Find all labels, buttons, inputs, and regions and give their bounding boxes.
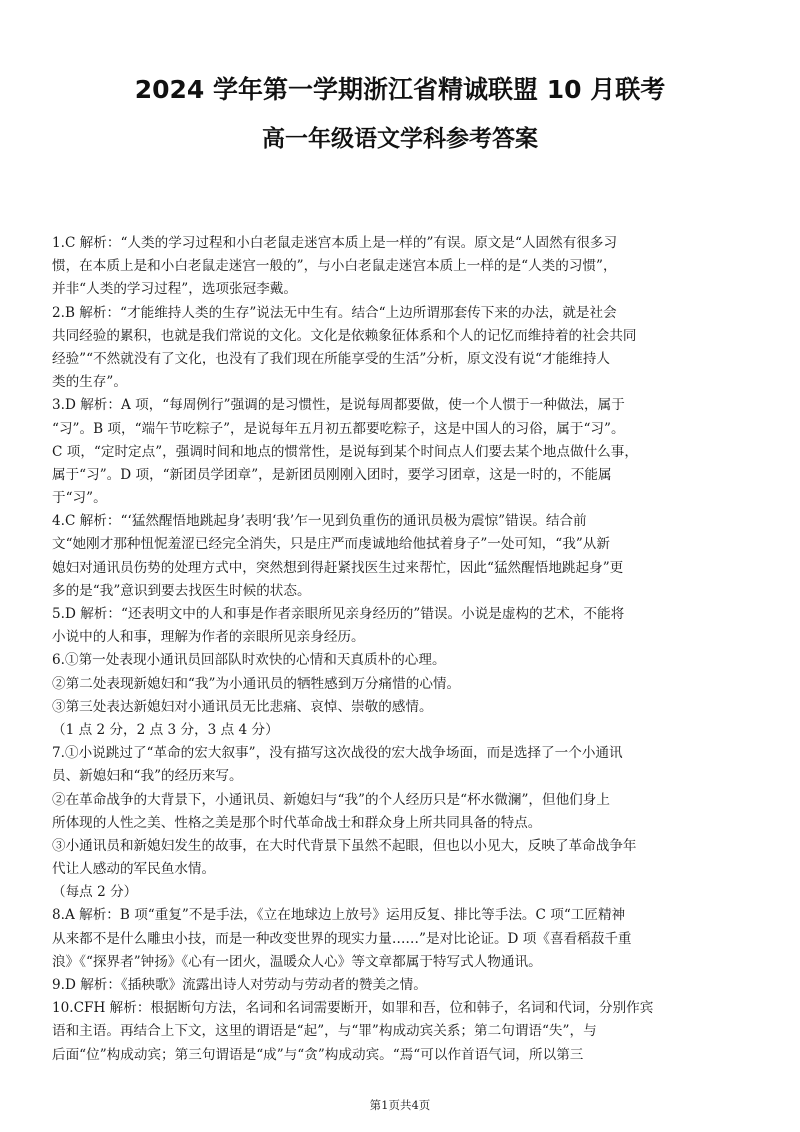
text-line: 并非“人类的学习过程”，选项张冠李戴。 <box>52 281 297 298</box>
text-line: 4.C 解析：“‘猛然醒悟地跳起身’表明‘我’乍一见到负重伤的通讯员极为震惊”错误。结合前 <box>52 513 587 530</box>
text-line: 2.B 解析：“才能维持人类的生存”说法无中生有。结合“上边所谓那套传下来的办法，就是社会 <box>52 304 617 321</box>
text-line: 10.CFH 解析：根据断句方法，名词和名词需要断开，如罪和吾，位和韩子，名词和代词，分别作宾 <box>52 1000 654 1017</box>
text-line: 8.A 解析：B 项“重复”不是手法，《立在地球边上放号》运用反复、排比等手法。C 项“工匠精神 <box>52 907 626 924</box>
text-line: 于“习”。 <box>52 490 107 507</box>
text-line: ③小通讯员和新媳妇发生的故事，在大时代背景下虽然不起眼，但也以小见大，反映了革命战争年 <box>52 837 637 854</box>
text-line: 员、新媳妇和“我”的经历来写。 <box>52 768 243 785</box>
text-line: 从来都不是什么雕虫小技，而是一种改变世界的现实力量……”是对比论证。D 项《喜看稻菽千重 <box>52 930 632 947</box>
text-line: 代让人感动的军民鱼水情。 <box>52 861 216 878</box>
text-line: 多的是“我”意识到要去找医生时候的状态。 <box>52 582 311 599</box>
text-line: 属于“习”。D 项，“新团员学团章”，是新团员刚刚入团时，要学习团章，这是一时的，不能属 <box>52 466 612 483</box>
text-line: ②在革命战争的大背景下，小通讯员、新媳妇与“我”的个人经历只是“杯水微澜”，但他们身上 <box>52 791 610 808</box>
text-line: 6.①第一处表现小通讯员回部队时欢快的心情和天真质朴的心理。 <box>52 652 446 669</box>
text-line: C 项，“定时定点”，强调时间和地点的惯常性，是说每到某个时间点人们要去某个地点做什么事， <box>52 443 638 460</box>
document-subtitle: 高一年级语文学科参考答案 <box>262 126 538 152</box>
document-title: 2024 学年第一学期浙江省精诚联盟 10 月联考 <box>134 75 666 104</box>
text-line: 浪》《“探界者”钟扬》《心有一团火，温暖众人心》等文章都属于特写式人物通讯。 <box>52 953 542 970</box>
text-line: 共同经验的累积，也就是我们常说的文化。文化是依赖象征体系和个人的记忆而维持着的社会共同 <box>52 327 637 344</box>
text-line: 5.D 解析：“还表明文中的人和事是作者亲眼所见亲身经历的”错误。小说是虚构的艺术，不能将 <box>52 606 625 622</box>
text-line: 媳妇对通讯员伤势的处理方式中，突然想到得赶紧找医生过来帮忙，因此“猛然醒悟地跳起身”更 <box>52 559 624 576</box>
text-line: ③第三处表达新媳妇对小通讯员无比悲痛、哀悼、崇敬的感情。 <box>52 698 433 715</box>
text-line: 1.C 解析：“人类的学习过程和小白老鼠走迷宫本质上是一样的”有误。原文是“人固然有很多习 <box>52 235 618 251</box>
text-line: “习”。B 项，“端午节吃粽子”，是说每年五月初五都要吃粽子，这是中国人的习俗，属于“习”。 <box>52 420 625 437</box>
text-line: ②第二处表现新媳妇和“我”为小通讯员的牺牲感到万分痛惜的心情。 <box>52 675 461 692</box>
text-line: 惯，在本质上是和小白老鼠走迷宫一般的”，与小白老鼠走迷宫本质上一样的是“人类的习惯”， <box>52 258 617 275</box>
text-line: 语和主语。再结合上下文，这里的谓语是“起”，与“罪”构成动宾关系；第二句谓语“失”，与 <box>52 1023 597 1040</box>
text-line: 经验”“不然就没有了文化，也没有了我们现在所能享受的生活”分析，原文没有说“才能维持人 <box>52 350 610 367</box>
answer-body <box>52 232 756 1067</box>
text-line: 7.①小说跳过了“革命的宏大叙事”，没有描写这次战役的宏大战争场面，而是选择了一个小通讯 <box>52 745 623 762</box>
page-number: 第1页共4页 <box>369 1098 431 1112</box>
text-line: 9.D 解析：《插秧歌》流露出诗人对劳动与劳动者的赞美之情。 <box>52 977 427 993</box>
text-line: 小说中的人和事，理解为作者的亲眼所见亲身经历。 <box>52 629 365 646</box>
text-line: （每点 2 分） <box>52 884 138 901</box>
text-line: 3.D 解析：A 项，“每周例行”强调的是习惯性，是说每周都要做，使一个人惯于一种做法，属于 <box>52 397 625 414</box>
text-line: 所体现的人性之美、性格之美是那个时代革命战士和群众身上所共同具备的特点。 <box>52 814 542 831</box>
text-line: 文“她刚才那种忸怩羞涩已经完全消失，只是庄严而虔诚地给他拭着身子”一处可知，“我”从新 <box>52 536 610 553</box>
text-line: 后面“位”构成动宾；第三句谓语是“成”与“贪”构成动宾。“焉“可以作首语气词，所以第三 <box>52 1046 584 1063</box>
text-line: （1 点 2 分，2 点 3 分，3 点 4 分） <box>52 721 279 738</box>
text-line: 类的生存”。 <box>52 374 127 391</box>
